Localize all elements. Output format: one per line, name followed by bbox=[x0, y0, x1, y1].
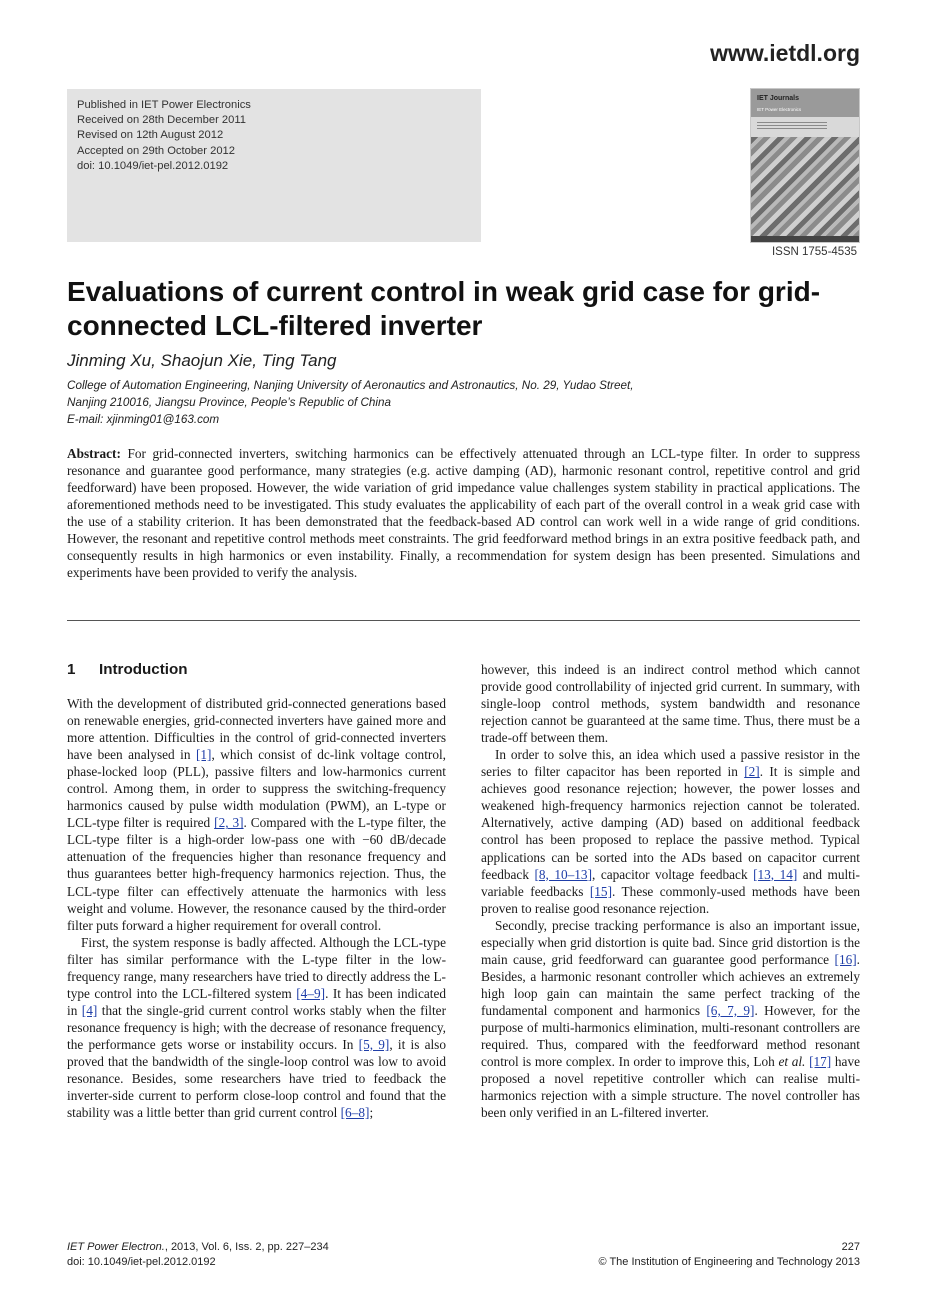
text: . However, for the purpose of multi-harmonics elimination, multi-resonant controllers are required. Thus, compared with the feedforward method resonant control is more complex. In order to improve this, Loh bbox=[481, 1002, 860, 1070]
et-al: et al. bbox=[778, 1054, 806, 1070]
text: and multi-variable feedbacks bbox=[481, 866, 860, 899]
paragraph bbox=[67, 695, 446, 934]
left-column bbox=[67, 661, 446, 1121]
divider bbox=[67, 620, 860, 621]
right-column bbox=[481, 661, 860, 1121]
text: however, this indeed is an indirect control method which cannot provide good controllability of injected grid current. In summary, with single-loop control methods, system bandwidth and resonance rejection cannot be guaranteed at the same time. Thus, there must be a trade-off between them. bbox=[481, 662, 860, 746]
citation-link[interactable]: [2, 3] bbox=[214, 815, 244, 831]
footer-volume: , 2013, Vol. 6, Iss. 2, pp. 227–234 bbox=[164, 1241, 329, 1253]
abstract-label: Abstract: bbox=[67, 446, 121, 461]
citation-link[interactable]: [15] bbox=[589, 883, 613, 899]
affiliation-line: Nanjing 210016, Jiangsu Province, People’s Republic of China bbox=[67, 395, 391, 409]
site-url[interactable]: www.ietdl.org bbox=[710, 40, 860, 66]
citation-link[interactable]: [5, 9] bbox=[358, 1036, 390, 1052]
citation-link[interactable]: [6, 7, 9] bbox=[706, 1002, 755, 1018]
text: . These commonly-used methods have been proven to realise good resonance rejection. bbox=[481, 883, 860, 916]
citation-link[interactable]: [2] bbox=[744, 764, 760, 780]
abstract bbox=[67, 445, 860, 581]
text: , capacitor voltage feedback bbox=[592, 866, 754, 882]
citation-link[interactable]: [8, 10–13] bbox=[534, 866, 593, 882]
email-line[interactable]: E-mail: xjinming01@163.com bbox=[67, 412, 220, 426]
cover-footer-band bbox=[751, 236, 859, 242]
section-heading bbox=[67, 661, 446, 679]
footer-copyright bbox=[599, 1240, 861, 1270]
citation-link[interactable]: [6–8] bbox=[340, 1105, 370, 1121]
paragraph bbox=[481, 746, 860, 916]
revised-date: Revised on 12th August 2012 bbox=[77, 129, 224, 142]
citation-link[interactable]: [16] bbox=[834, 951, 857, 967]
paragraph bbox=[481, 917, 860, 1122]
text: With the development of distributed grid-connected generations based on renewable energies, grid-connected inverters have gained more and more attention. Difficulties in the control of grid-connected inverters have been analysed in bbox=[67, 696, 446, 763]
footer-citation bbox=[67, 1240, 329, 1270]
received-date: Received on 28th December 2011 bbox=[77, 114, 246, 127]
section-title: Introduction bbox=[99, 661, 188, 678]
text: that the single-grid current control works stably when the filter resonance frequency is high; with the decrease of resonance frequency, the performance gets worse or instability occurs. In bbox=[67, 1002, 447, 1052]
published-in: Published in IET Power Electronics bbox=[77, 99, 251, 111]
section-number: 1 bbox=[67, 661, 76, 678]
text: . It has been indicated in bbox=[67, 985, 446, 1018]
paragraph bbox=[67, 934, 446, 1122]
text: . Besides, a harmonic resonant controller which achieves an extremely high loop gain can maintain the same perfect tracking of the fundamental component and harmonics bbox=[481, 951, 860, 1018]
text: In order to solve this, an idea which used a passive resistor in the series to filter capacitor has been reported in bbox=[481, 747, 860, 780]
cover-header-band bbox=[751, 89, 859, 117]
issn: ISSN 1755-4535 bbox=[771, 246, 857, 258]
footer-journal: IET Power Electron. bbox=[67, 1241, 165, 1253]
accepted-date: Accepted on 29th October 2012 bbox=[77, 144, 235, 157]
journal-cover-image bbox=[750, 88, 860, 243]
cover-artwork bbox=[751, 137, 859, 237]
page-number: 227 bbox=[841, 1241, 860, 1253]
text: , which consist of dc-link voltage control, phase-locked loop (PLL), passive filters and low-harmonics current control. Among them, in order to suppress the switching-frequency harmonics caused by pulse width modulation (PWM), an L-type or LCL-type filter is required bbox=[67, 747, 446, 831]
affiliation bbox=[67, 378, 857, 428]
text: have proposed a novel repetitive controller which can realise multi-harmonics rejection with a simple structure. The novel controller has been only verified in an L-filtered inverter. bbox=[481, 1054, 860, 1121]
doi-line: doi: 10.1049/iet-pel.2012.0192 bbox=[77, 159, 229, 172]
cover-journal-name: IET Power Electronics bbox=[757, 107, 802, 112]
copyright: © The Institution of Engineering and Technology 2013 bbox=[598, 1256, 860, 1268]
citation-link[interactable]: [1] bbox=[195, 747, 212, 763]
footer-citation-line bbox=[67, 1240, 329, 1255]
citation-link[interactable]: [17] bbox=[809, 1054, 832, 1070]
text: , it is also proved that the bandwidth of the single-loop control was low to avoid resonance. Besides, some researchers have tried to feedback the inverter-side current to perform close-loop control and found that the stability was a little better than grid current control bbox=[67, 1036, 446, 1121]
text: First, the system response is badly affected. Although the LCL-type filter has similar performance with the L-type filter in the low-frequency range, many researchers have tried to directly address the L-type control into the LCL-filtered system bbox=[67, 934, 446, 1001]
text: . It is simple and achieves good resonance rejection; however, the power losses and weakened high-frequency harmonics rejection cannot be tolerated. Alternatively, active damping (AD) based on additional feedback control has been proposed to replace the passive method. Typical applications can be sorted into the ADs based on capacitor current feedback bbox=[481, 764, 860, 882]
citation-link[interactable]: [13, 14] bbox=[753, 866, 798, 882]
affiliation-line: College of Automation Engineering, Nanjing University of Aeronautics and Astronautics, No. 29, Yudao Street, bbox=[67, 379, 634, 392]
abstract-text: For grid-connected inverters, switching harmonics can be effectively attenuated through an LCL-type filter. In order to suppress resonance and guarantee good performance, many strategies (e.g. active damping (AD), harmonic resonant control, repetitive control and grid feedforward) have been proposed. However, the wide variation of grid impedance value challenges system stability in practical applications. The aforementioned methods need to be investigated. This study evaluates the applicability of each part of the overall control in a weak grid case with the use of a stability criterion. It has been demonstrated that the feedback-based AD control can work well in a wide range of grid conditions. However, the resonant and repetitive control methods meet constraints. The grid feedforward method brings in an extra positive feedback path, and consequently results in high harmonics or even instability. Finally, a recommendation for system design has been presented. Simulations and experiments have been provided to verify the analysis. bbox=[67, 446, 861, 581]
cover-brand: IET Journals bbox=[757, 95, 800, 102]
text: ; bbox=[369, 1105, 374, 1121]
article-title: Evaluations of current control in weak grid case for grid-connected LCL-filtered inverter bbox=[67, 276, 821, 341]
text: Secondly, precise tracking performance is also an important issue, especially when grid distortion is quite bad. Since grid distortion is the main cause, grid feedforward can guarantee good performance bbox=[481, 917, 860, 967]
authors: Jinming Xu, Shaojun Xie, Ting Tang bbox=[67, 351, 337, 370]
text: . Compared with the L-type filter, the LCL-type filter is a high-order low-pass one with −60 dB/decade attenuation of the frequencies higher than resonance frequency and thus guarantees better high-frequency harmonics rejection. Thus, the LCL-type filter can effectively attenuate the harmonics with less weight and volume. However, the resonance caused by the third-order filter puts forward a higher requirement for overall control. bbox=[67, 815, 446, 933]
publication-info-box bbox=[67, 89, 481, 242]
citation-link[interactable]: [4–9] bbox=[296, 985, 326, 1001]
cover-fine-print bbox=[757, 122, 827, 130]
citation-link[interactable]: [4] bbox=[81, 1002, 98, 1018]
paragraph bbox=[481, 661, 860, 746]
footer-doi: doi: 10.1049/iet-pel.2012.0192 bbox=[67, 1256, 216, 1268]
